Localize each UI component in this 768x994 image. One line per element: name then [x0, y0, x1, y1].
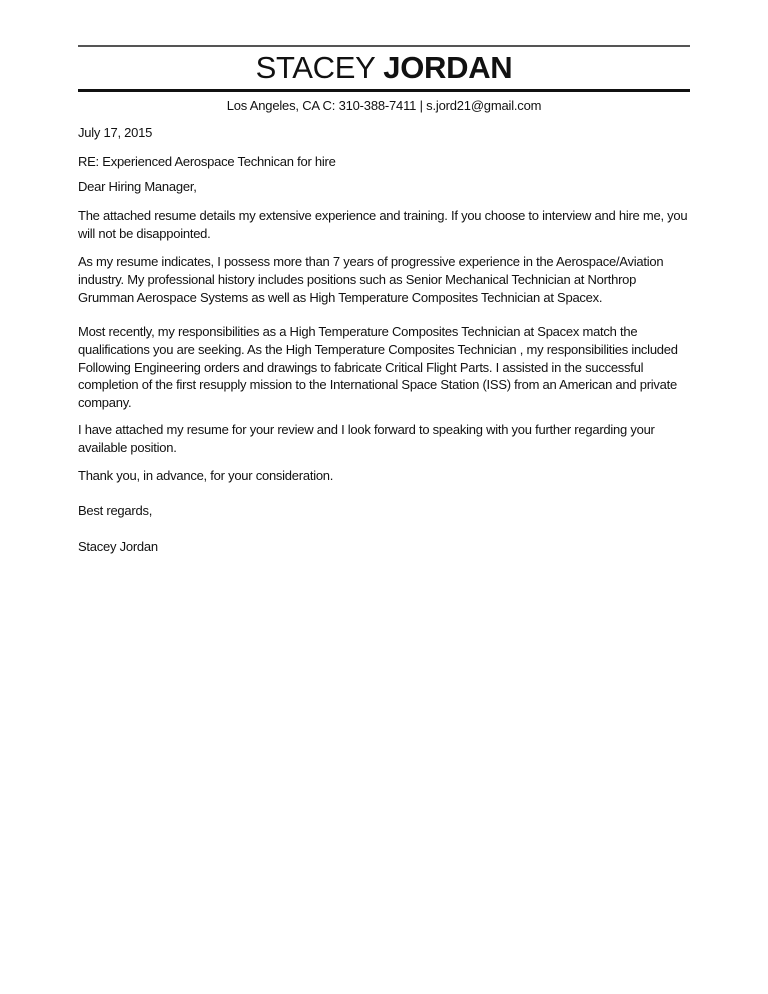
paragraph-line: The attached resume details my extensive experience and training. If you choose to interview and hire me, you	[78, 208, 688, 223]
body-paragraph-4	[78, 421, 693, 457]
body-paragraph-2	[78, 253, 693, 306]
paragraph-line: will not be disappointed.	[78, 225, 211, 241]
letter-date: July 17, 2015	[78, 125, 153, 140]
paragraph-line: Grumman Aerospace Systems as well as High Temperature Composites Technician at Spacex.	[78, 289, 603, 305]
first-name: STACEY	[255, 50, 375, 85]
letter-thanks: Thank you, in advance, for your consideration.	[78, 468, 334, 483]
body-paragraph-3	[78, 323, 693, 412]
last-name: JORDAN	[383, 50, 513, 85]
body-paragraph-1	[78, 207, 693, 243]
paragraph-line: available position.	[78, 439, 177, 455]
letter-salutation: Dear Hiring Manager,	[78, 179, 197, 194]
paragraph-line: I have attached my resume for your review and I look forward to speaking with you further regarding your	[78, 422, 655, 437]
header-top-rule	[78, 45, 690, 47]
paragraph-line: completion of the first resupply mission to the International Space Station (ISS) from an American and private	[78, 377, 677, 393]
letter-closing: Best regards,	[78, 503, 153, 518]
letter-subject: RE: Experienced Aerospace Technican for hire	[78, 154, 336, 169]
paragraph-line: industry. My professional history includes positions such as Senior Mechanical Technician at Northrop	[78, 271, 637, 287]
paragraph-line: Most recently, my responsibilities as a High Temperature Composites Technician at Spacex match the	[78, 324, 638, 339]
paragraph-line: As my resume indicates, I possess more than 7 years of progressive experience in the Aerospace/Aviation	[78, 254, 664, 269]
contact-info: Los Angeles, CA C: 310-388-7411 | s.jord21@gmail.com	[226, 98, 542, 113]
header-bottom-rule	[78, 89, 690, 92]
applicant-name-heading	[78, 50, 690, 86]
paragraph-line: Following Engineering orders and drawings to fabricate Critical Flight Parts. I assisted in the successful	[78, 359, 644, 375]
paragraph-line: qualifications you are seeking. As the High Temperature Composites Technician , my responsibilities included	[78, 341, 678, 357]
paragraph-line: company.	[78, 395, 132, 411]
letter-signature: Stacey Jordan	[78, 539, 158, 554]
